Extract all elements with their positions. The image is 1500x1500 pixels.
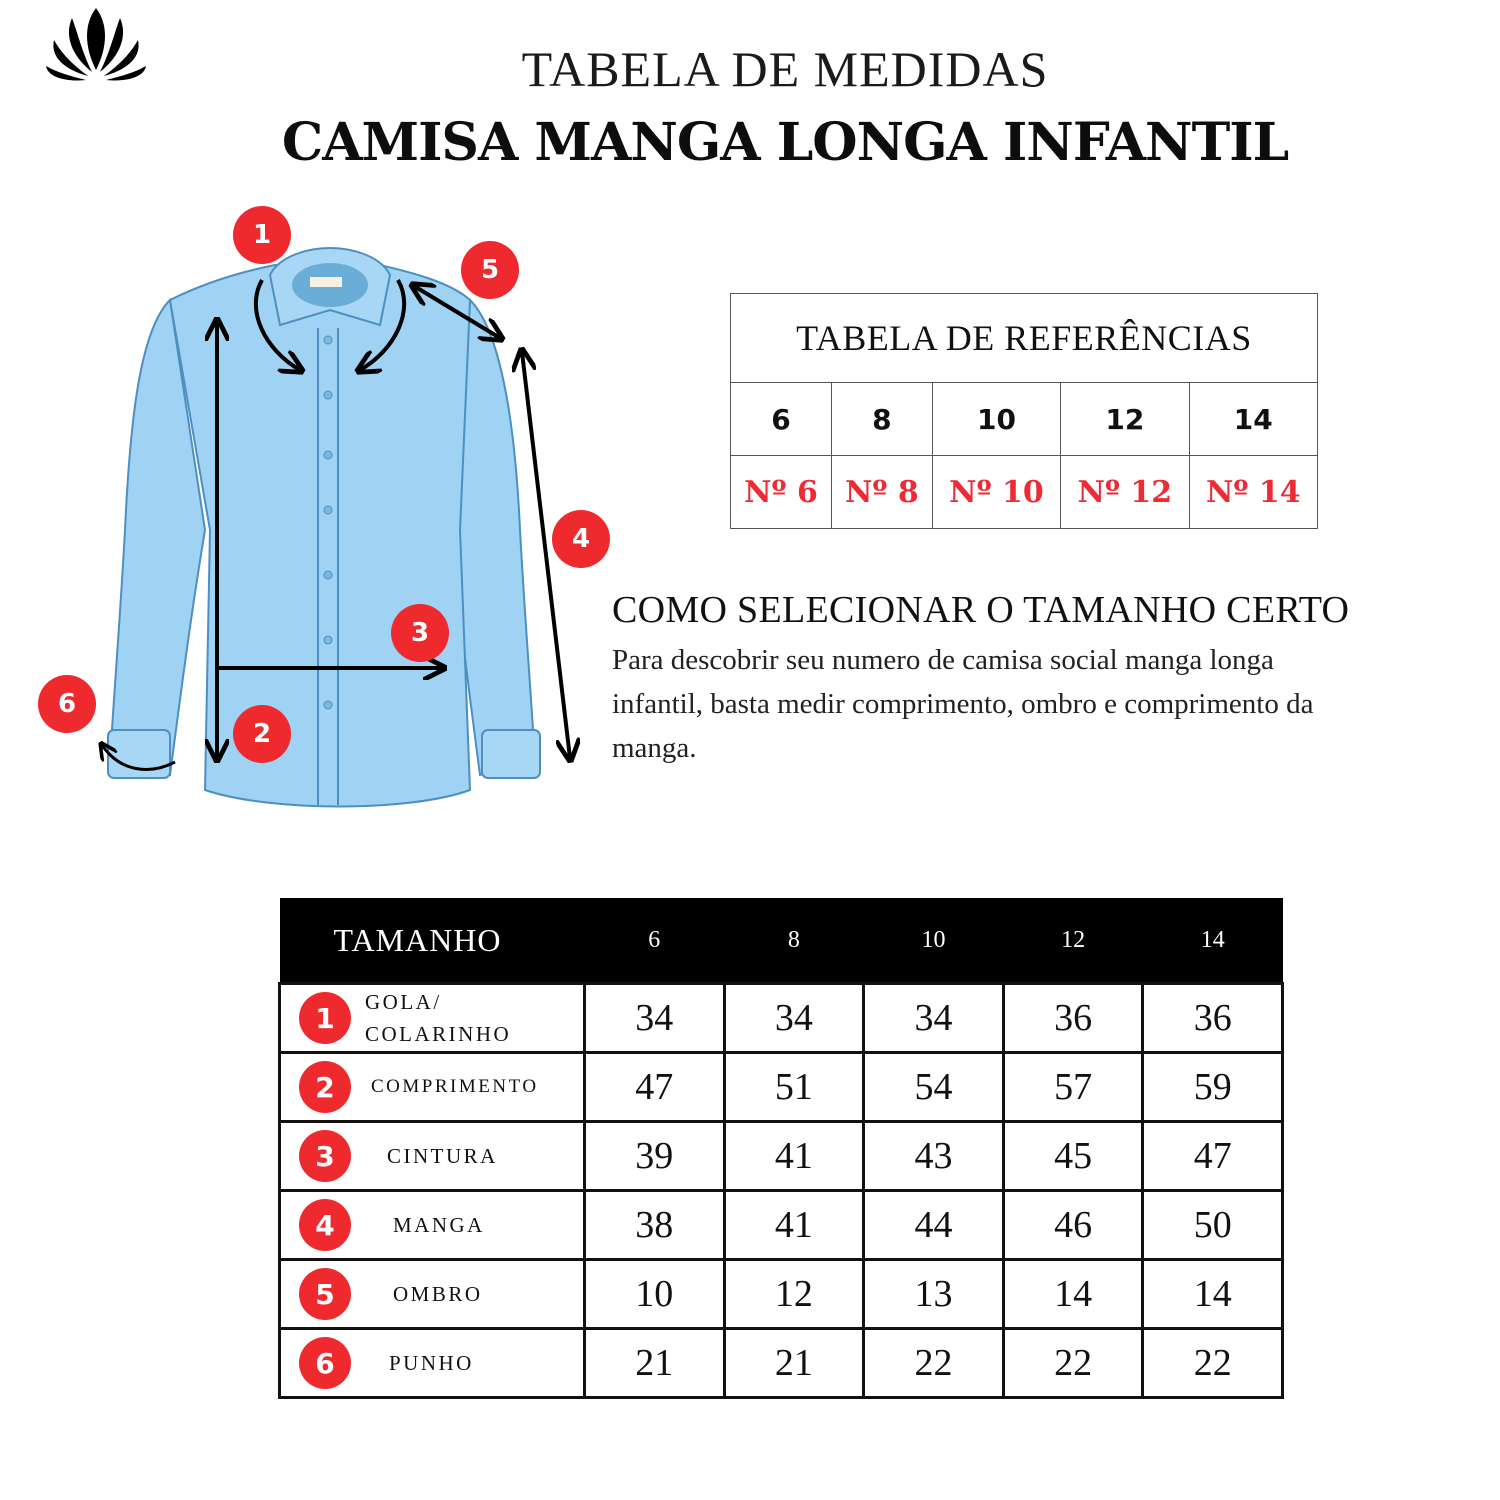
badge-punho: 6 <box>38 675 96 733</box>
cell-value: 22 <box>864 1329 1004 1398</box>
cell-value: 14 <box>1003 1260 1143 1329</box>
badge-cintura: 3 <box>391 604 449 662</box>
how-to-title: COMO SELECIONAR O TAMANHO CERTO <box>612 589 1350 631</box>
cell-value: 21 <box>724 1329 864 1398</box>
ref-size: 12 <box>1061 383 1189 456</box>
measures-header-row <box>280 898 1283 984</box>
cell-value: 36 <box>1003 984 1143 1053</box>
reference-table-title: TABELA DE REFERÊNCIAS <box>731 294 1318 383</box>
ref-size: 6 <box>731 383 832 456</box>
cell-value: 47 <box>585 1053 725 1122</box>
row-badge: 3 <box>299 1130 351 1182</box>
row-badge: 2 <box>299 1061 351 1113</box>
cell-value: 44 <box>864 1191 1004 1260</box>
header-size: 14 <box>1143 898 1283 984</box>
cell-value: 10 <box>585 1260 725 1329</box>
cell-value: 34 <box>585 984 725 1053</box>
badge-gola: 1 <box>233 206 291 264</box>
cell-value: 22 <box>1003 1329 1143 1398</box>
cell-value: 34 <box>864 984 1004 1053</box>
badge-manga: 4 <box>552 510 610 568</box>
header-size: 6 <box>585 898 725 984</box>
table-row <box>280 1122 1283 1191</box>
ref-size: 8 <box>831 383 932 456</box>
cell-value: 50 <box>1143 1191 1283 1260</box>
cell-value: 41 <box>724 1122 864 1191</box>
row-label: GOLA/ COLARINHO <box>365 990 512 1046</box>
table-row <box>280 1260 1283 1329</box>
cell-value: 36 <box>1143 984 1283 1053</box>
cell-value: 38 <box>585 1191 725 1260</box>
ref-number: Nº 10 <box>932 456 1060 529</box>
reference-table <box>730 293 1318 529</box>
ref-number: Nº 14 <box>1189 456 1317 529</box>
cell-value: 21 <box>585 1329 725 1398</box>
cell-value: 12 <box>724 1260 864 1329</box>
cell-value: 47 <box>1143 1122 1283 1191</box>
table-row <box>280 1329 1283 1398</box>
badge-comprimento: 2 <box>233 705 291 763</box>
row-badge: 6 <box>299 1337 351 1389</box>
ref-number: Nº 6 <box>731 456 832 529</box>
table-row <box>280 1053 1283 1122</box>
shirt-illustration-icon <box>30 200 630 820</box>
row-label: OMBRO <box>393 1282 483 1306</box>
cell-value: 14 <box>1143 1260 1283 1329</box>
cell-value: 22 <box>1143 1329 1283 1398</box>
measures-table <box>278 898 1284 1399</box>
ref-number: Nº 12 <box>1061 456 1189 529</box>
how-to-text: Para descobrir seu numero de camisa social manga longa infantil, basta medir comprimento, ombro e comprimento da manga. <box>612 644 1314 764</box>
cell-value: 39 <box>585 1122 725 1191</box>
ref-size: 10 <box>932 383 1060 456</box>
header-size: 12 <box>1003 898 1143 984</box>
page-title: TABELA DE MEDIDAS <box>521 41 1049 97</box>
ref-size: 14 <box>1189 383 1317 456</box>
cell-value: 45 <box>1003 1122 1143 1191</box>
header-size: 8 <box>724 898 864 984</box>
header-tamanho: TAMANHO <box>280 898 585 984</box>
cell-value: 34 <box>724 984 864 1053</box>
cell-value: 13 <box>864 1260 1004 1329</box>
row-badge: 4 <box>299 1199 351 1251</box>
cell-value: 46 <box>1003 1191 1143 1260</box>
table-row <box>280 1191 1283 1260</box>
cell-value: 51 <box>724 1053 864 1122</box>
row-label: MANGA <box>393 1213 485 1237</box>
page-subtitle: CAMISA MANGA LONGA INFANTIL <box>281 112 1289 173</box>
cell-value: 59 <box>1143 1053 1283 1122</box>
row-label: COMPRIMENTO <box>371 1076 539 1097</box>
ref-number: Nº 8 <box>831 456 932 529</box>
row-label: CINTURA <box>387 1144 498 1168</box>
cell-value: 43 <box>864 1122 1004 1191</box>
row-badge: 1 <box>299 992 351 1044</box>
row-badge: 5 <box>299 1268 351 1320</box>
cell-value: 57 <box>1003 1053 1143 1122</box>
table-row <box>280 984 1283 1053</box>
cell-value: 41 <box>724 1191 864 1260</box>
badge-ombro: 5 <box>461 241 519 299</box>
shirt-measurement-diagram <box>30 200 630 820</box>
cell-value: 54 <box>864 1053 1004 1122</box>
row-label: PUNHO <box>389 1351 474 1375</box>
header-size: 10 <box>864 898 1004 984</box>
